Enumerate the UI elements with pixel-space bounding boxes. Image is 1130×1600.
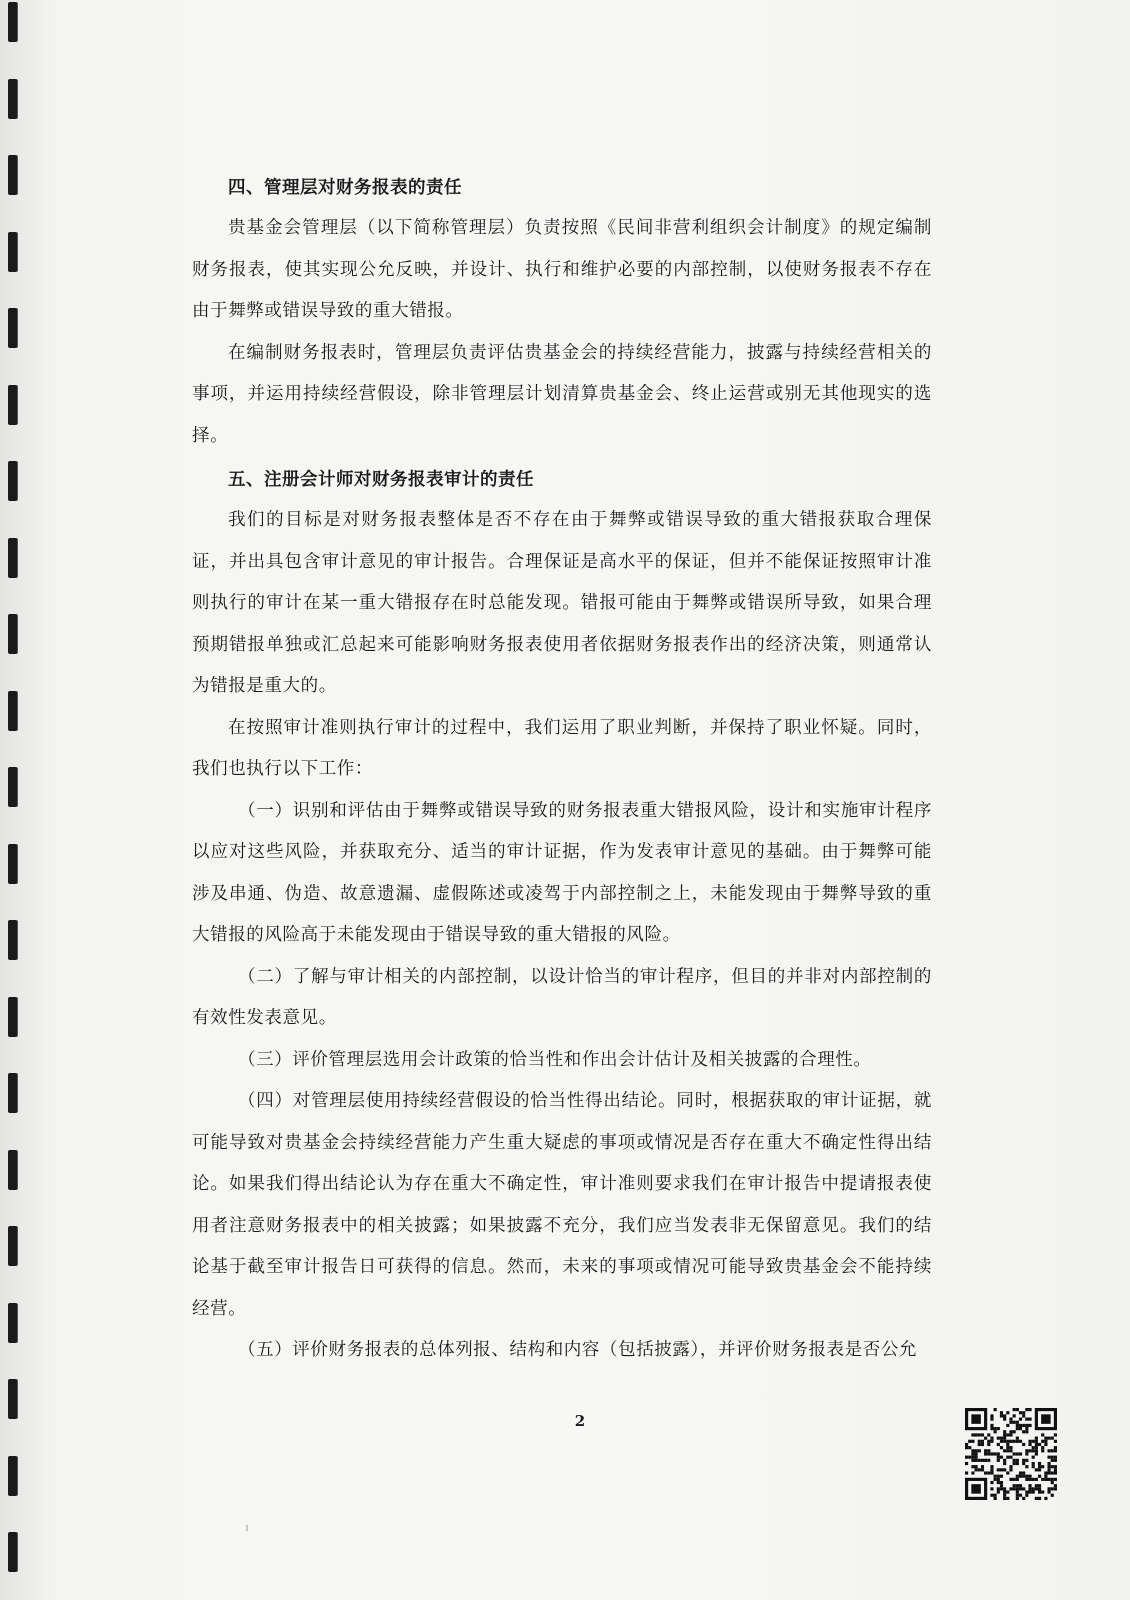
section-heading-management-responsibility: 四、管理层对财务报表的责任	[228, 178, 462, 198]
list-item: （四）对管理层使用持续经营假设的恰当性得出结论。同时，根据获取的审计证据，就可能导致对贵基金会持续经营能力产生重大疑虑的事项或情况是否存在重大不确定性得出结论。如果我们得出结论认为存在重大不确定性，审计准则要求我们在审计报告中提请报表使用者注意财务报表中的相关披露；如果披露不充分，我们应当发表非无保留意见。我们的结论基于截至审计报告日可获得的信息。然而，未来的事项或情况可能导致贵基金会不能持续经营。	[192, 1091, 932, 1319]
section-heading-auditor-responsibility: 五、注册会计师对财务报表审计的责任	[228, 470, 534, 490]
document-body	[192, 168, 932, 1372]
binding-hole	[8, 1073, 17, 1113]
binding-hole	[8, 1379, 17, 1419]
binding-hole	[8, 232, 17, 272]
paragraph: 我们的目标是对财务报表整体是否不存在由于舞弊或错误导致的重大错报获取合理保证，并出具包含审计意见的审计报告。合理保证是高水平的保证，但并不能保证按照审计准则执行的审计在某一重大错报存在时总能发现。错报可能由于舞弊或错误所导致，如果合理预期错报单独或汇总起来可能影响财务报表使用者依据财务报表作出的经济决策，则通常认为错报是重大的。	[192, 510, 932, 696]
paragraph: 在编制财务报表时，管理层负责评估贵基金会的持续经营能力，披露与持续经营相关的事项，并运用持续经营假设，除非管理层计划清算贵基金会、终止运营或别无其他现实的选择。	[192, 342, 932, 446]
binding-hole	[8, 614, 17, 654]
binding-hole	[8, 1456, 17, 1496]
list-item: （一）识别和评估由于舞弊或错误导致的财务报表重大错报风险，设计和实施审计程序以应对这些风险，并获取充分、适当的审计证据，作为发表审计意见的基础。由于舞弊可能涉及串通、伪造、故意遗漏、虚假陈述或凌驾于内部控制之上，未能发现由于舞弊导致的重大错报的风险高于未能发现由于错误导致的重大错报的风险。	[192, 800, 932, 945]
binding-strip	[0, 0, 30, 1600]
binding-hole	[8, 691, 17, 731]
qr-code-icon	[965, 1408, 1057, 1500]
binding-hole	[8, 155, 17, 195]
binding-hole	[8, 2, 17, 42]
binding-hole	[8, 1226, 17, 1266]
binding-hole	[8, 385, 17, 425]
scan-speck	[246, 1525, 248, 1531]
binding-hole	[8, 997, 17, 1037]
binding-hole	[8, 920, 17, 960]
binding-hole	[8, 79, 17, 119]
binding-hole	[8, 1150, 17, 1190]
binding-hole	[8, 308, 17, 348]
binding-hole	[8, 538, 17, 578]
list-item: （三）评价管理层选用会计政策的恰当性和作出会计估计及相关披露的合理性。	[238, 1049, 872, 1070]
binding-hole	[8, 767, 17, 807]
paragraph: 贵基金会管理层（以下简称管理层）负责按照《民间非营利组织会计制度》的规定编制财务报表，使其实现公允反映，并设计、执行和维护必要的内部控制，以使财务报表不存在由于舞弊或错误导致的重大错报。	[192, 218, 932, 321]
page-number: 2	[574, 1412, 586, 1430]
binding-hole	[8, 844, 17, 884]
binding-hole	[8, 1532, 17, 1572]
binding-hole	[8, 461, 17, 501]
list-item: （五）评价财务报表的总体列报、结构和内容（包括披露），并评价财务报表是否公允	[238, 1340, 918, 1360]
paragraph: 在按照审计准则执行审计的过程中，我们运用了职业判断，并保持了职业怀疑。同时，我们也执行以下工作：	[192, 717, 932, 779]
list-item: （二）了解与审计相关的内部控制，以设计恰当的审计程序，但目的并非对内部控制的有效性发表意见。	[192, 966, 932, 1028]
binding-hole	[8, 1303, 17, 1343]
